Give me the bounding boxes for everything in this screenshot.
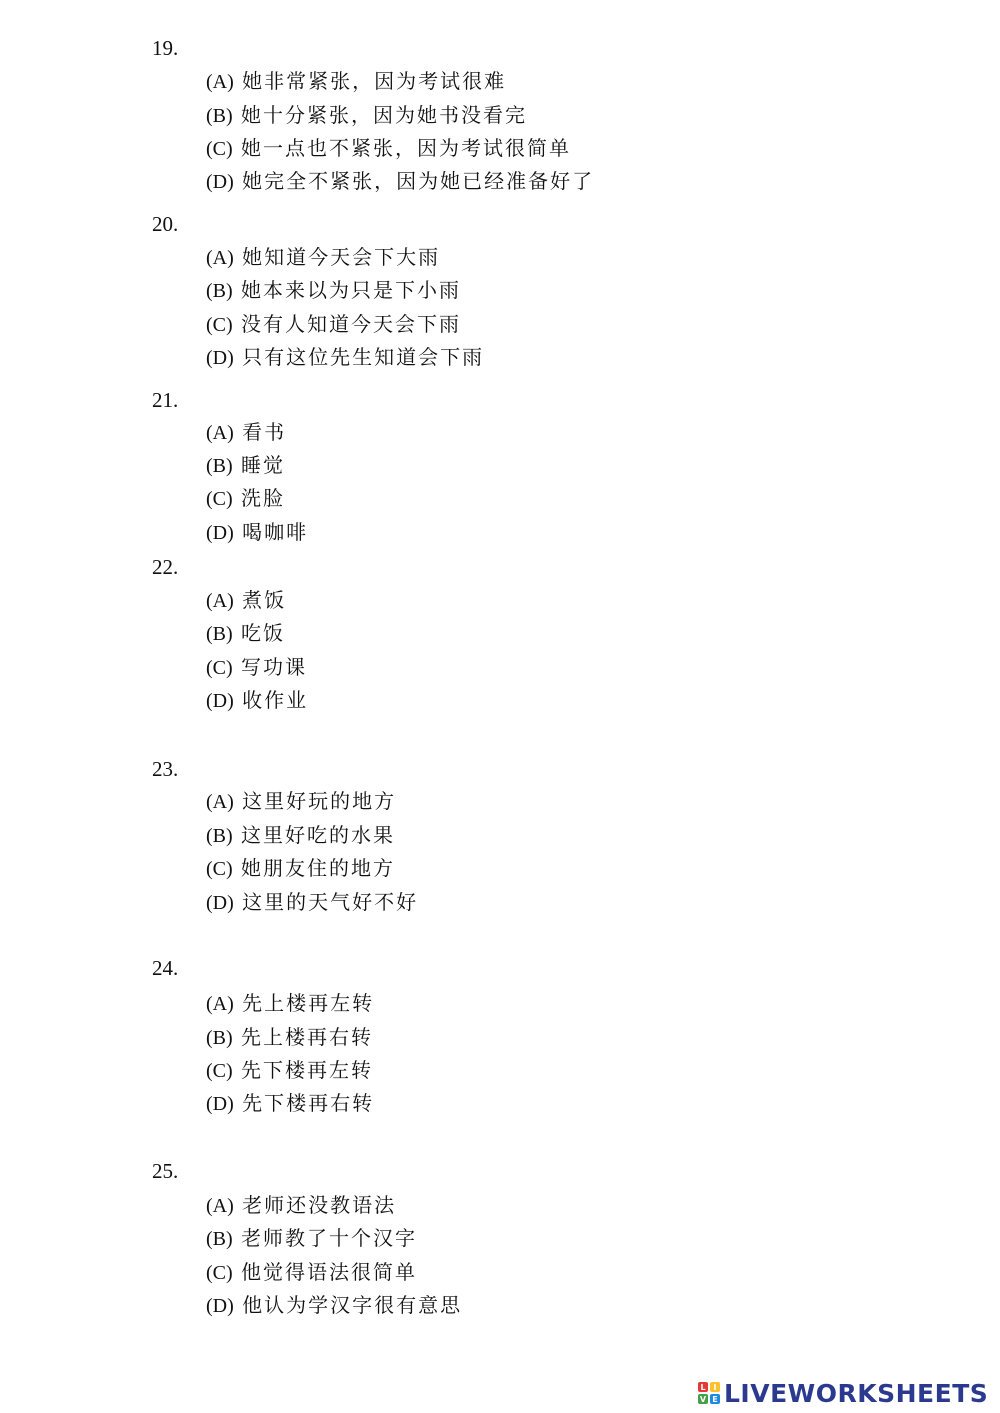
answer-option[interactable]	[206, 990, 374, 1017]
option-label: (B)	[206, 1027, 233, 1049]
option-text: 老师教了十个汉字	[241, 1226, 418, 1250]
option-label: (C)	[206, 657, 233, 679]
liveworksheets-watermark	[698, 1378, 988, 1408]
option-label: (D)	[206, 522, 234, 544]
option-text: 她十分紧张，因为她书没看完	[241, 103, 528, 127]
logo-letter: I	[710, 1382, 720, 1392]
liveworksheets-logo-icon	[698, 1382, 720, 1404]
option-label: (A)	[206, 247, 234, 269]
option-label: (C)	[206, 138, 233, 160]
option-label: (C)	[206, 1060, 233, 1082]
option-label: (C)	[206, 314, 233, 336]
answer-option[interactable]	[206, 519, 308, 546]
answer-option[interactable]	[206, 344, 484, 371]
option-text: 她一点也不紧张，因为考试很简单	[241, 136, 572, 160]
question-number: 24.	[152, 956, 179, 980]
answer-option[interactable]	[206, 855, 395, 882]
option-text: 喝咖啡	[242, 520, 309, 544]
answer-option[interactable]	[206, 485, 285, 512]
answer-option[interactable]	[206, 889, 418, 916]
option-label: (B)	[206, 623, 233, 645]
option-text: 睡觉	[241, 453, 286, 477]
option-label: (D)	[206, 1093, 234, 1115]
option-text: 先下楼再右转	[242, 1091, 375, 1115]
option-label: (A)	[206, 993, 234, 1015]
option-label: (B)	[206, 455, 233, 477]
option-label: (C)	[206, 858, 233, 880]
option-text: 这里好玩的地方	[242, 789, 397, 813]
option-text: 洗脸	[241, 486, 286, 510]
option-text: 煮饭	[242, 588, 287, 612]
option-label: (A)	[206, 590, 234, 612]
option-label: (C)	[206, 488, 233, 510]
answer-option[interactable]	[206, 1024, 373, 1051]
answer-option[interactable]	[206, 620, 285, 647]
option-label: (D)	[206, 892, 234, 914]
answer-option[interactable]	[206, 168, 594, 195]
option-label: (A)	[206, 71, 234, 93]
option-text: 先上楼再左转	[242, 991, 375, 1015]
option-label: (D)	[206, 1295, 234, 1317]
answer-option[interactable]	[206, 244, 440, 271]
option-text: 她非常紧张，因为考试很难	[242, 69, 507, 93]
option-label: (D)	[206, 347, 234, 369]
option-label: (D)	[206, 171, 234, 193]
option-text: 她完全不紧张，因为她已经准备好了	[242, 169, 595, 193]
answer-option[interactable]	[206, 1192, 396, 1219]
answer-option[interactable]	[206, 788, 396, 815]
option-text: 这里的天气好不好	[242, 890, 419, 914]
answer-option[interactable]	[206, 1259, 417, 1286]
answer-option[interactable]	[206, 1225, 417, 1252]
option-label: (D)	[206, 690, 234, 712]
logo-letter: L	[698, 1382, 708, 1392]
answer-option[interactable]	[206, 277, 461, 304]
option-text: 吃饭	[241, 621, 286, 645]
option-text: 老师还没教语法	[242, 1193, 397, 1217]
option-text: 只有这位先生知道会下雨	[242, 345, 485, 369]
option-text: 没有人知道今天会下雨	[241, 312, 462, 336]
answer-option[interactable]	[206, 452, 285, 479]
question-number: 20.	[152, 212, 179, 236]
option-text: 看书	[242, 420, 287, 444]
question-number: 25.	[152, 1159, 179, 1183]
watermark-text: LIVEWORKSHEETS	[724, 1378, 989, 1408]
question-number: 23.	[152, 757, 179, 781]
answer-option[interactable]	[206, 822, 395, 849]
option-label: (B)	[206, 825, 233, 847]
answer-option[interactable]	[206, 587, 286, 614]
option-text: 他觉得语法很简单	[241, 1260, 418, 1284]
option-label: (A)	[206, 1195, 234, 1217]
question-number: 21.	[152, 388, 179, 412]
option-label: (B)	[206, 1228, 233, 1250]
option-label: (A)	[206, 791, 234, 813]
option-label: (B)	[206, 105, 233, 127]
answer-option[interactable]	[206, 102, 527, 129]
answer-option[interactable]	[206, 687, 308, 714]
option-text: 这里好吃的水果	[241, 823, 396, 847]
question-number: 22.	[152, 555, 179, 579]
option-text: 她朋友住的地方	[241, 856, 396, 880]
logo-letter: E	[710, 1394, 720, 1404]
answer-option[interactable]	[206, 311, 461, 338]
answer-option[interactable]	[206, 419, 286, 446]
option-text: 她知道今天会下大雨	[242, 245, 441, 269]
option-label: (A)	[206, 422, 234, 444]
option-text: 收作业	[242, 688, 309, 712]
option-label: (C)	[206, 1262, 233, 1284]
answer-option[interactable]	[206, 1292, 462, 1319]
answer-option[interactable]	[206, 654, 307, 681]
answer-option[interactable]	[206, 1090, 374, 1117]
question-number: 19.	[152, 36, 179, 60]
option-text: 写功课	[241, 655, 308, 679]
option-label: (B)	[206, 280, 233, 302]
answer-option[interactable]	[206, 135, 571, 162]
option-text: 她本来以为只是下小雨	[241, 278, 462, 302]
option-text: 先下楼再左转	[241, 1058, 374, 1082]
answer-option[interactable]	[206, 1057, 373, 1084]
answer-option[interactable]	[206, 68, 506, 95]
logo-letter: V	[699, 1394, 707, 1404]
option-text: 他认为学汉字很有意思	[242, 1293, 463, 1317]
option-text: 先上楼再右转	[241, 1025, 374, 1049]
